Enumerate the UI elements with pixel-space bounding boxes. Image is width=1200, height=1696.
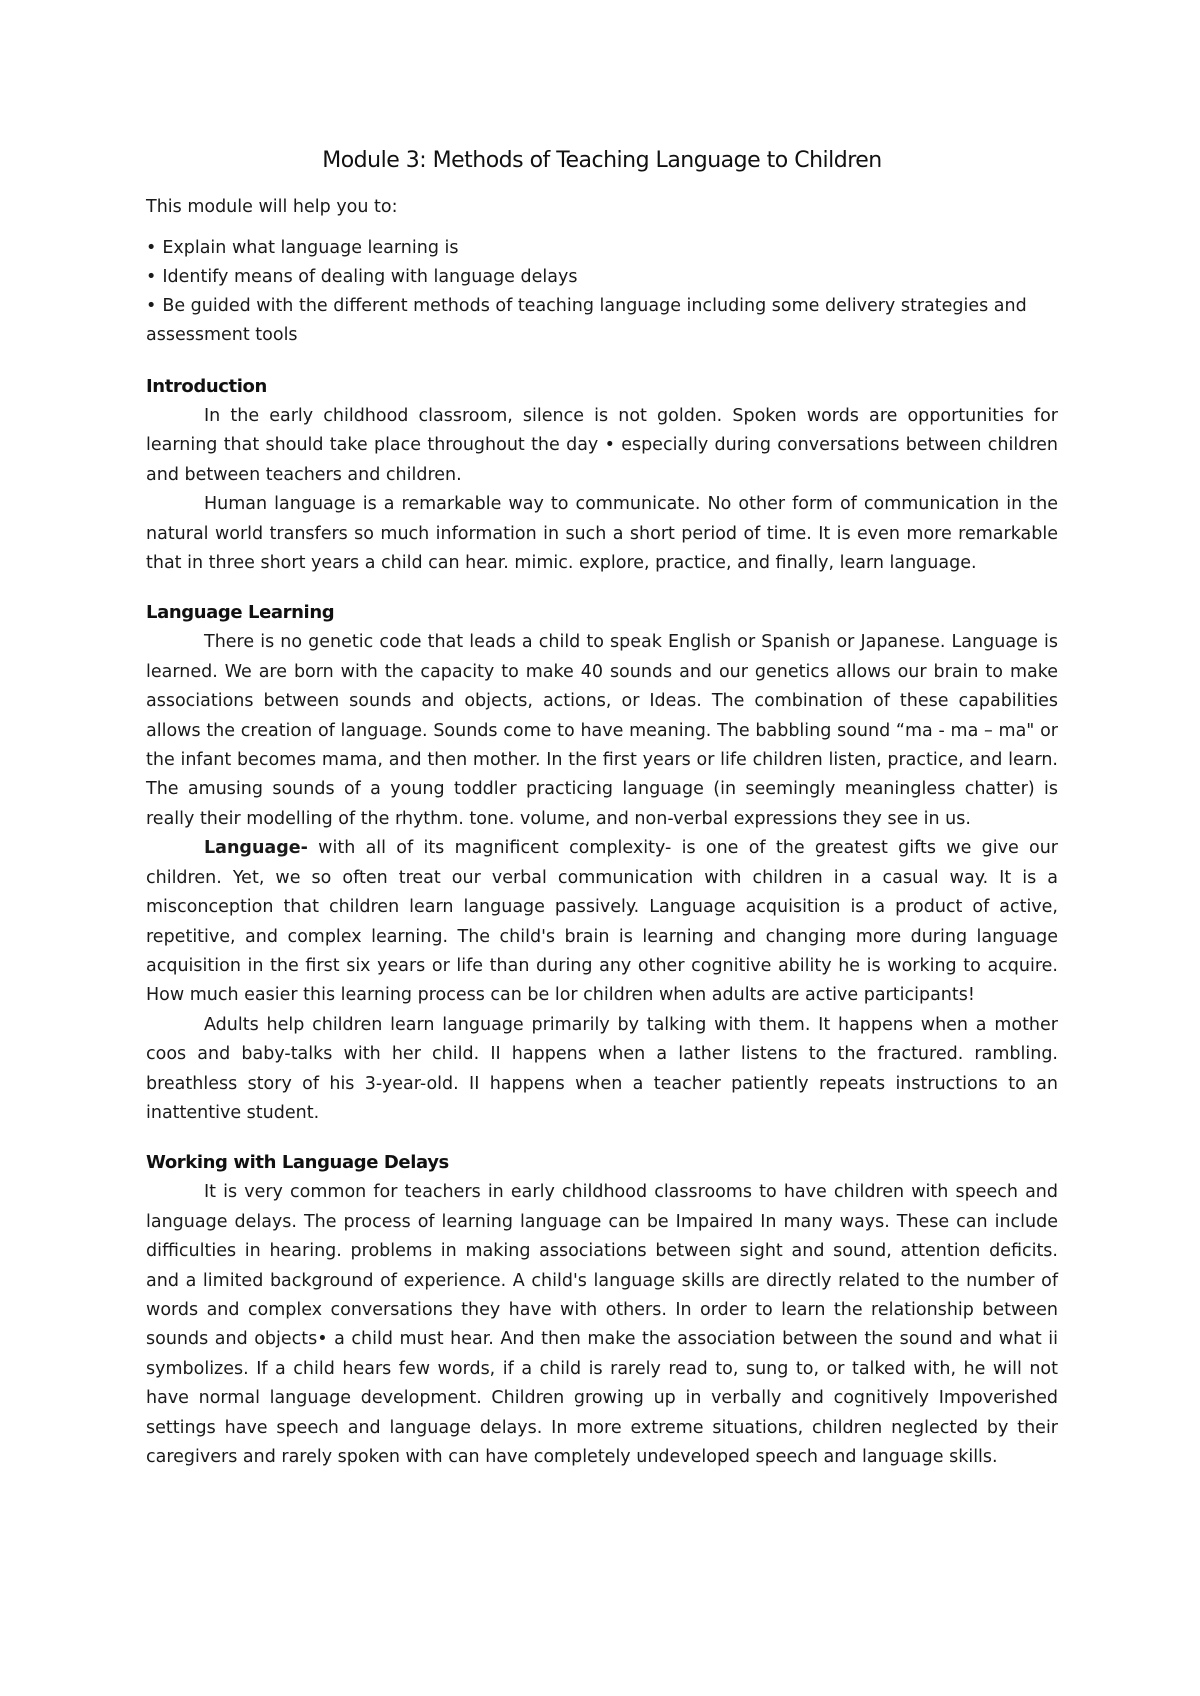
objective-item: • Be guided with the different methods of teaching language including some delivery strategies and assessment tools <box>146 296 1027 345</box>
module-intro: This module will help you to: <box>146 197 398 217</box>
paragraph: Language- with all of its magnificent complexity- is one of the greatest gifts we give our children. Yet, we so often treat our verbal communication with children in a casual way. It is a misconception that children learn language passively. Language acquisition is a product of active, repetitive, and complex learning. The child's brain is learning and changing more during language acquisition in the first six years or life than during any other cognitive ability he is working to acquire. How much easier this learning process can be lor children when adults are active participants! <box>146 838 1058 1006</box>
section-heading: Language Learning <box>146 602 335 624</box>
document-page <box>146 148 1058 1492</box>
paragraph: There is no genetic code that leads a child to speak English or Spanish or Japanese. Language is learned. We are born with the capacity to make 40 sounds and our genetics allows our brain to make associations between sounds and objects, actions, or Ideas. The combination of these capabilities allows the creation of language. Sounds come to have meaning. The babbling sound “ma - ma – ma" or the infant becomes mama, and then mother. In the first years or life children listen, practice, and learn. The amusing sounds of a young toddler practicing language (in seemingly meaningless chatter) is really their modelling of the rhythm. tone. volume, and non-verbal expressions they see in us. <box>146 632 1058 829</box>
section-language-learning <box>146 598 1058 1128</box>
paragraph: In the early childhood classroom, silence is not golden. Spoken words are opportunities for learning that should take place throughout the day • especially during conversations between children and between teachers and children. <box>146 406 1058 485</box>
section-heading: Working with Language Delays <box>146 1152 449 1174</box>
paragraph: Adults help children learn language primarily by talking with them. It happens when a mother coos and baby-talks with her child. II happens when a lather listens to the fractured. rambling. breathless story of his 3-year-old. II happens when a teacher patiently repeats instructions to an inattentive student. <box>146 1014 1058 1123</box>
objectives-list <box>146 234 1058 350</box>
bullet-icon: • <box>146 267 157 287</box>
section-introduction <box>146 372 1058 578</box>
paragraph: It is very common for teachers in early childhood classrooms to have children with speech and language delays. The process of learning language can be Impaired In many ways. These can include difficulties in hearing. problems in making associations between sight and sound, attention deficits. and a limited background of experience. A child's language skills are directly related to the number of words and complex conversations they have with others. In order to learn the relationship between sounds and objects• a child must hear. And then make the association between the sound and what ii symbolizes. If a child hears few words, if a child is rarely read to, sung to, or talked with, he will not have normal language development. Children growing up in verbally and cognitively Impoverished settings have speech and language delays. In more extreme situations, children neglected by their caregivers and rarely spoken with can have completely undeveloped speech and language skills. <box>146 1182 1058 1467</box>
paragraph: Human language is a remarkable way to communicate. No other form of communication in the natural world transfers so much information in such a short period of time. It is even more remarkable that in three short years a child can hear. mimic. explore, practice, and finally, learn language. <box>146 494 1058 574</box>
document-title: Module 3: Methods of Teaching Language to Children <box>322 148 882 173</box>
section-heading: Introduction <box>146 376 267 397</box>
bullet-icon: • <box>146 296 157 316</box>
objective-item: • Explain what language learning is <box>146 238 459 258</box>
bullet-icon: • <box>146 238 157 258</box>
objective-item: • Identify means of dealing with language delays <box>146 267 578 287</box>
section-language-delays <box>146 1148 1058 1472</box>
lead-term: Language- <box>204 838 308 859</box>
